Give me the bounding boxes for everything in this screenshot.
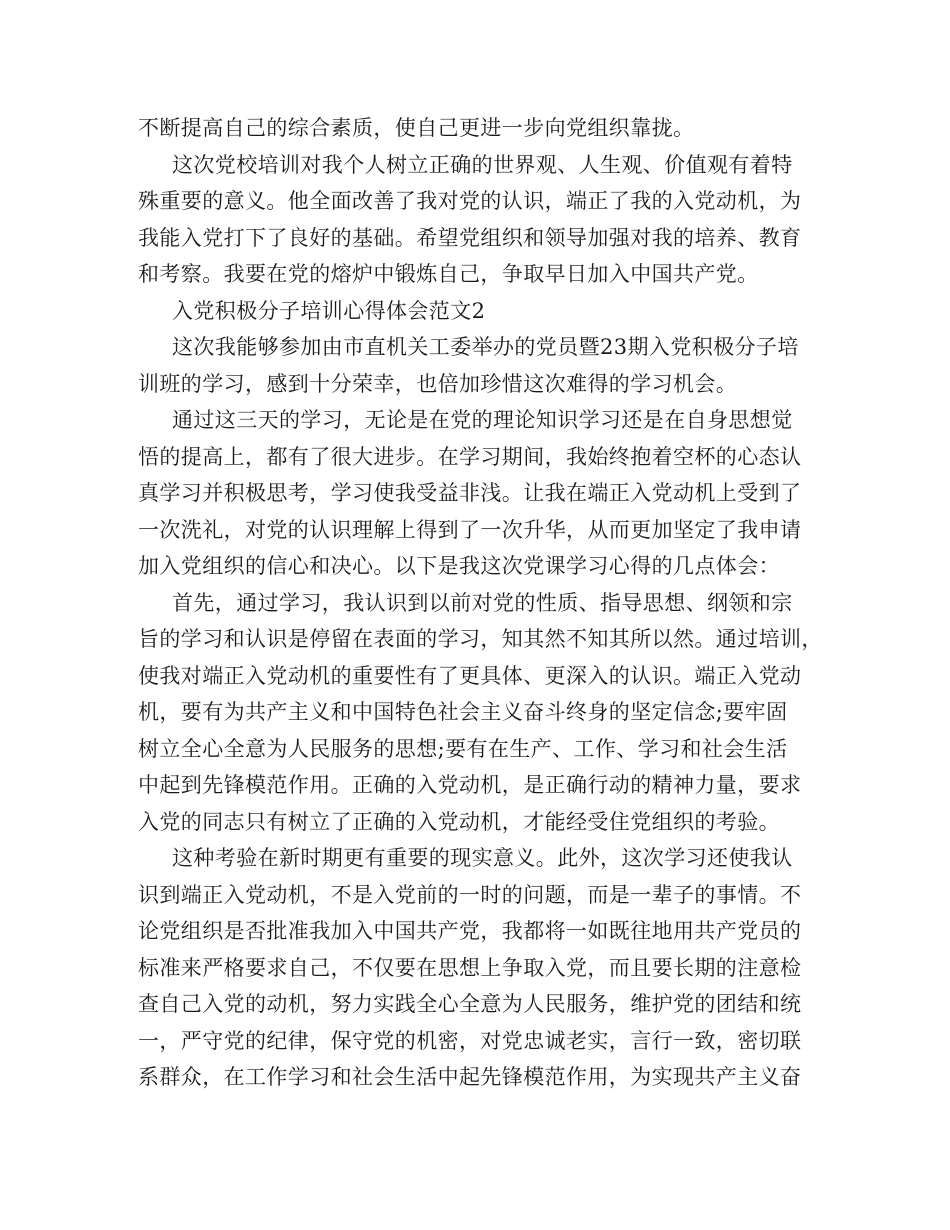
text-line: 系群众，在工作学习和社会生活中起先锋模范作用，为实现共产主义奋	[138, 1065, 802, 1089]
text-line: 标准来严格要求自己，不仅要在思想上争取入党，而且要长期的注意检	[138, 955, 802, 980]
text-line: 训班的学习，感到十分荣幸，也倍加珍惜这次难得的学习机会。	[138, 371, 738, 396]
text-line: 旨的学习和认识是停留在表面的学习，知其然不知其所以然。通过培训，	[138, 627, 823, 651]
text-line: 入党的同志只有树立了正确的入党动机，才能经受住党组织的考验。	[138, 809, 780, 834]
text-line: 我能入党打下了良好的基础。希望党组织和领导加强对我的培养、教育	[138, 225, 802, 250]
text-line: 中起到先锋模范作用。正确的入党动机，是正确行动的精神力量，要求	[138, 773, 802, 797]
text-line: 加入党组织的信心和决心。以下是我这次党课学习心得的几点体会：	[138, 554, 780, 578]
body-text	[138, 110, 828, 1096]
text-line: 识到端正入党动机，不是入党前的一时的问题，而是一辈子的事情。不	[138, 882, 802, 907]
text-line: 通过这三天的学习，无论是在党的理论知识学习还是在自身思想觉	[172, 408, 793, 432]
text-line: 使我对端正入党动机的重要性有了更具体、更深入的认识。端正入党动	[138, 663, 802, 688]
text-line: 首先，通过学习，我认识到以前对党的性质、指导思想、纲领和宗	[172, 590, 793, 615]
text-line: 树立全心全意为人民服务的思想;要有在生产、工作、学习和社会生活	[138, 736, 788, 761]
text-line: 这种考验在新时期更有重要的现实意义。此外，这次学习还使我认	[172, 846, 793, 870]
text-line: 殊重要的意义。他全面改善了我对党的认识，端正了我的入党动机，为	[138, 189, 802, 213]
text-line: 查自己入党的动机，努力实践全心全意为人民服务，维护党的团结和统	[138, 992, 802, 1016]
text-line: 悟的提高上，都有了很大进步。在学习期间，我始终抱着空杯的心态认	[138, 444, 802, 469]
text-line: 和考察。我要在党的熔炉中锻炼自己，争取早日加入中国共产党。	[138, 262, 759, 286]
text-line: 这次党校培训对我个人树立正确的世界观、人生观、价值观有着特	[172, 152, 793, 177]
text-line: 一，严守党的纪律，保守党的机密，对党忠诚老实，言行一致，密切联	[138, 1028, 802, 1053]
section-heading: 入党积极分子培训心得体会范文2	[172, 298, 486, 323]
text-line: 一次洗礼，对党的认识理解上得到了一次升华，从而更加坚定了我申请	[138, 517, 802, 542]
text-line: 论党组织是否批准我加入中国共产党，我都将一如既往地用共产党员的	[138, 919, 802, 943]
text-line: 真学习并积极思考，学习使我受益非浅。让我在端正入党动机上受到了	[138, 481, 802, 505]
text-line: 机，要有为共产主义和中国特色社会主义奋斗终身的坚定信念;要牢固	[138, 700, 788, 724]
text-line: 这次我能够参加由市直机关工委举办的党员暨23期入党积极分子培	[172, 335, 799, 359]
text-line: 不断提高自己的综合素质，使自己更进一步向党组织靠拢。	[138, 116, 695, 140]
